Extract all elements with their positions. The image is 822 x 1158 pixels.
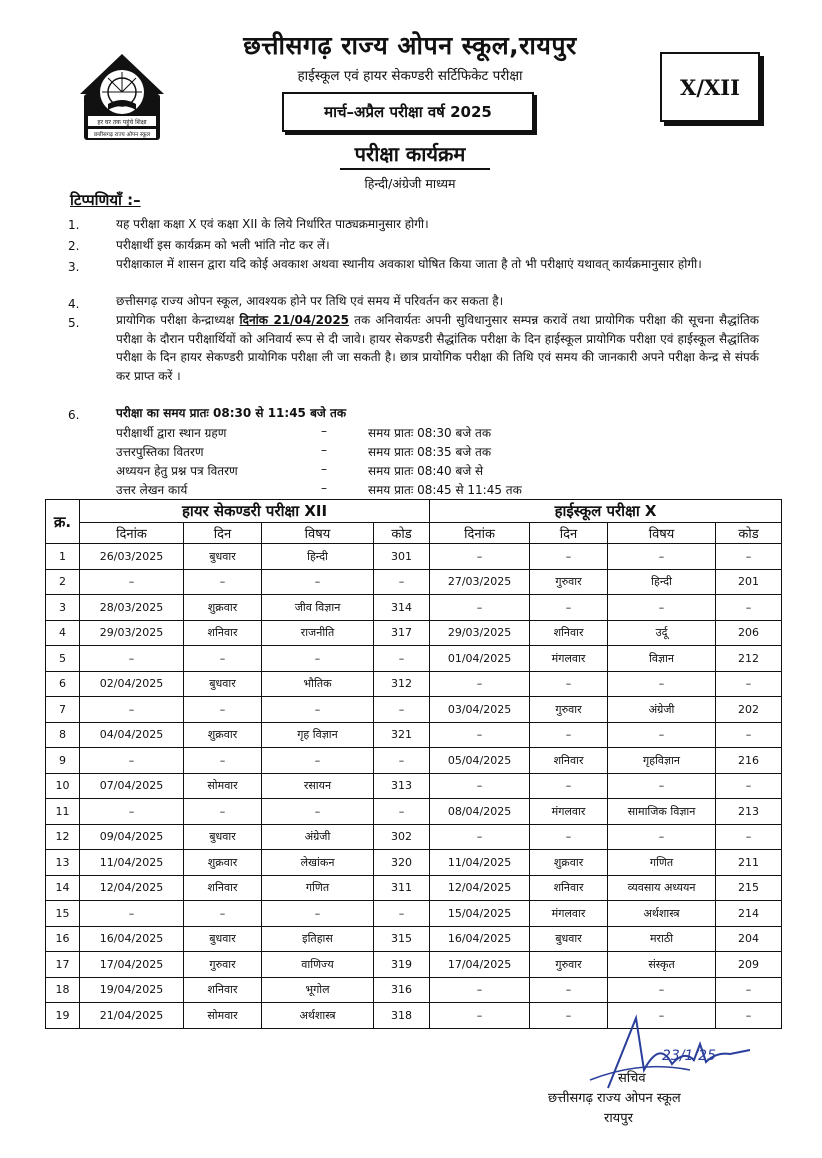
code-cell-x: 211 (716, 850, 782, 876)
day-cell-xii: – (184, 697, 262, 723)
day-cell-x: शनिवार (530, 620, 608, 646)
timing-label: अध्ययन हेतु प्रश्न पत्र वितरण (116, 464, 238, 478)
code-cell-x: 212 (716, 646, 782, 672)
date-cell-xii: 12/04/2025 (80, 875, 184, 901)
subject-cell-x: – (608, 722, 716, 748)
day-cell-xii: – (184, 646, 262, 672)
date-cell-x: – (430, 773, 530, 799)
timing-dash: – (321, 462, 327, 476)
timing-label: परीक्षार्थी द्वारा स्थान ग्रहण (116, 426, 227, 440)
serial-cell: 6 (46, 671, 80, 697)
date-cell-xii: 21/04/2025 (80, 1003, 184, 1029)
note-exam-time: परीक्षा का समय प्रातः 08:30 से 11:45 बजे तक (116, 406, 347, 420)
code-cell-xii: 320 (374, 850, 430, 876)
timing-row (116, 481, 716, 499)
date-cell-x: 17/04/2025 (430, 952, 530, 978)
notes-title: टिप्पणियाँ :– (70, 191, 141, 209)
code-cell-xii: 317 (374, 620, 430, 646)
code-cell-xii: 315 (374, 926, 430, 952)
subject-cell-xii: अर्थशास्त्र (262, 1003, 374, 1029)
table-row (46, 595, 782, 621)
subject-cell-x: – (608, 671, 716, 697)
subject-cell-x: सामाजिक विज्ञान (608, 799, 716, 825)
note-text-after: तक अनिवार्यतः अपनी सुविधानुसार सम्पन्न करावें तथा प्रायोगिक परीक्षा की सूचना सैद्धांतिक परीक्षा के दौरान परीक्षार्थियों को अनिवार्य रूप से दी जावे। हायर सेकण्डरी सैद्धांतिक परीक्षा के दिन हाईस्कूल प्रायोगिक परीक्षा एवं हाईस्कूल सैद्धांतिक परीक्षा के दिन हायर सेकण्डरी प्रायोगिक परीक्षा ली जा सकती है। छात्र प्रायोगिक परीक्षा की तिथि एवं समय की जानकारी अपने परीक्षा केन्द्र से संपर्क कर प्राप्त करें । (116, 313, 760, 383)
code-cell-xii: 301 (374, 544, 430, 570)
note-number: 6. (68, 408, 80, 422)
date-cell-x: 03/04/2025 (430, 697, 530, 723)
subject-cell-xii: गणित (262, 875, 374, 901)
day-cell-xii: गुरुवार (184, 952, 262, 978)
date-cell-xii: – (80, 646, 184, 672)
table-row (46, 569, 782, 595)
day-cell-x: – (530, 544, 608, 570)
code-cell-x: – (716, 1003, 782, 1029)
subject-cell-xii: अंग्रेजी (262, 824, 374, 850)
heading-underline (340, 168, 490, 170)
timing-row (116, 424, 716, 442)
day-cell-x: मंगलवार (530, 646, 608, 672)
date-cell-xii: – (80, 569, 184, 595)
subject-cell-xii: भौतिक (262, 671, 374, 697)
serial-cell: 3 (46, 595, 80, 621)
code-cell-xii: 312 (374, 671, 430, 697)
date-cell-xii: – (80, 697, 184, 723)
date-cell-x: 16/04/2025 (430, 926, 530, 952)
date-cell-xii: 02/04/2025 (80, 671, 184, 697)
signature-date: 23/1/25 (662, 1048, 716, 1064)
table-row (46, 671, 782, 697)
date-cell-xii: 04/04/2025 (80, 722, 184, 748)
date-cell-x: 12/04/2025 (430, 875, 530, 901)
code-cell-xii: 319 (374, 952, 430, 978)
page-subtitle: हाईस्कूल एवं हायर सेकण्डरी सर्टिफिकेट परीक्षा (297, 68, 523, 84)
note-number: 3. (68, 260, 80, 274)
code-cell-xii: – (374, 697, 430, 723)
subject-cell-xii: – (262, 697, 374, 723)
serial-cell: 18 (46, 977, 80, 1003)
class-label-box: X/XII (660, 52, 760, 122)
date-cell-xii: 17/04/2025 (80, 952, 184, 978)
date-cell-x: – (430, 595, 530, 621)
day-cell-x: – (530, 773, 608, 799)
table-row (46, 799, 782, 825)
subject-cell-xii: हिन्दी (262, 544, 374, 570)
timing-dash: – (321, 424, 327, 438)
subject-cell-xii: रसायन (262, 773, 374, 799)
date-cell-x: 29/03/2025 (430, 620, 530, 646)
serial-cell: 12 (46, 824, 80, 850)
code-cell-x: – (716, 773, 782, 799)
day-cell-x: गुरुवार (530, 697, 608, 723)
schedule-heading: परीक्षा कार्यक्रम (354, 142, 466, 166)
code-cell-x: – (716, 722, 782, 748)
subject-cell-xii: – (262, 646, 374, 672)
signatory-org: छत्तीसगढ़ राज्य ओपन स्कूल (548, 1091, 681, 1106)
subject-cell-xii: राजनीति (262, 620, 374, 646)
date-cell-x: 05/04/2025 (430, 748, 530, 774)
subject-cell-x: – (608, 544, 716, 570)
day-cell-xii: शुक्रवार (184, 595, 262, 621)
date-cell-xii: 26/03/2025 (80, 544, 184, 570)
day-cell-xii: – (184, 569, 262, 595)
column-header: दिन (530, 523, 608, 544)
date-cell-xii: 07/04/2025 (80, 773, 184, 799)
subject-cell-x: अंग्रेजी (608, 697, 716, 723)
day-cell-x: बुधवार (530, 926, 608, 952)
code-cell-x: 201 (716, 569, 782, 595)
day-cell-x: शुक्रवार (530, 850, 608, 876)
day-cell-x: मंगलवार (530, 799, 608, 825)
serial-cell: 9 (46, 748, 80, 774)
code-cell-x: 215 (716, 875, 782, 901)
serial-header: क्र. (46, 500, 80, 544)
serial-cell: 14 (46, 875, 80, 901)
column-header: दिनांक (430, 523, 530, 544)
column-header: दिनांक (80, 523, 184, 544)
timing-value: समय प्रातः 08:30 बजे तक (368, 426, 492, 440)
exam-schedule-table (45, 499, 781, 1029)
subject-cell-xii: लेखांकन (262, 850, 374, 876)
signature (560, 1000, 760, 1090)
serial-cell: 1 (46, 544, 80, 570)
serial-cell: 2 (46, 569, 80, 595)
note-text: यह परीक्षा कक्षा X एवं कक्षा XII के लिये निर्धारित पाठ्यक्रमानुसार होगी। (116, 217, 429, 231)
day-cell-x: – (530, 671, 608, 697)
date-cell-x: 11/04/2025 (430, 850, 530, 876)
date-cell-x: 08/04/2025 (430, 799, 530, 825)
day-cell-x: – (530, 722, 608, 748)
table-row (46, 926, 782, 952)
code-cell-x: – (716, 544, 782, 570)
day-cell-xii: – (184, 901, 262, 927)
group-header-xii: हायर सेकण्डरी परीक्षा XII (80, 500, 430, 523)
code-cell-xii: – (374, 748, 430, 774)
code-cell-xii: 321 (374, 722, 430, 748)
logo-org: छत्तीसगढ़ राज्य ओपन स्कूल (93, 132, 151, 138)
code-cell-xii: 316 (374, 977, 430, 1003)
subject-cell-xii: – (262, 799, 374, 825)
timing-value: समय प्रातः 08:45 से 11:45 तक (368, 483, 522, 497)
note-text: परीक्षाकाल में शासन द्वारा यदि कोई अवकाश अथवा स्थानीय अवकाश घोषित किया जाता है तो भी परीक्षाएं यथावत् कार्यक्रमानुसार होगी। (116, 257, 702, 271)
day-cell-x: – (530, 977, 608, 1003)
day-cell-xii: शुक्रवार (184, 722, 262, 748)
date-cell-xii: 19/04/2025 (80, 977, 184, 1003)
serial-cell: 17 (46, 952, 80, 978)
day-cell-xii: शनिवार (184, 875, 262, 901)
date-cell-x: 15/04/2025 (430, 901, 530, 927)
table-row (46, 901, 782, 927)
date-cell-xii: – (80, 799, 184, 825)
note-deadline: दिनांक 21/04/2025 (239, 313, 350, 327)
logo-motto: हर घर तक पहुंचे शिक्षा (97, 119, 147, 126)
code-cell-x: 204 (716, 926, 782, 952)
day-cell-xii: सोमवार (184, 1003, 262, 1029)
serial-cell: 15 (46, 901, 80, 927)
subject-cell-x: – (608, 773, 716, 799)
date-cell-x: 01/04/2025 (430, 646, 530, 672)
code-cell-x: 216 (716, 748, 782, 774)
table-row (46, 977, 782, 1003)
serial-cell: 4 (46, 620, 80, 646)
code-cell-x: – (716, 595, 782, 621)
day-cell-x: गुरुवार (530, 952, 608, 978)
serial-cell: 10 (46, 773, 80, 799)
column-header: विषय (262, 523, 374, 544)
column-header: कोड (374, 523, 430, 544)
date-cell-x: 27/03/2025 (430, 569, 530, 595)
day-cell-xii: शुक्रवार (184, 850, 262, 876)
serial-cell: 7 (46, 697, 80, 723)
timing-label: उत्तरपुस्तिका वितरण (116, 445, 204, 459)
code-cell-x: 213 (716, 799, 782, 825)
date-cell-xii: 16/04/2025 (80, 926, 184, 952)
date-cell-xii: – (80, 748, 184, 774)
note-text-before: प्रायोगिक परीक्षा केन्द्राध्यक्ष (116, 313, 240, 327)
code-cell-xii: 302 (374, 824, 430, 850)
note-number: 4. (68, 297, 80, 311)
signatory-role: सचिव (618, 1071, 646, 1086)
day-cell-x: – (530, 595, 608, 621)
serial-cell: 11 (46, 799, 80, 825)
code-cell-x: – (716, 671, 782, 697)
note-number: 2. (68, 239, 80, 253)
day-cell-xii: शनिवार (184, 977, 262, 1003)
date-cell-x: – (430, 1003, 530, 1029)
subject-cell-x: – (608, 595, 716, 621)
table-row (46, 748, 782, 774)
day-cell-xii: बुधवार (184, 671, 262, 697)
date-cell-xii: 29/03/2025 (80, 620, 184, 646)
subject-cell-x: उर्दू (608, 620, 716, 646)
subject-cell-xii: इतिहास (262, 926, 374, 952)
code-cell-xii: – (374, 646, 430, 672)
date-cell-xii: 28/03/2025 (80, 595, 184, 621)
code-cell-x: 206 (716, 620, 782, 646)
note-text: परीक्षार्थी इस कार्यक्रम को भली भांति नोट कर लें। (116, 238, 330, 252)
code-cell-xii: 318 (374, 1003, 430, 1029)
group-header-x: हाईस्कूल परीक्षा X (430, 500, 782, 523)
column-header: दिन (184, 523, 262, 544)
serial-cell: 8 (46, 722, 80, 748)
timing-value: समय प्रातः 08:40 बजे से (368, 464, 484, 478)
code-cell-x: 214 (716, 901, 782, 927)
day-cell-xii: बुधवार (184, 544, 262, 570)
table-row (46, 850, 782, 876)
subject-cell-x: अर्थशास्त्र (608, 901, 716, 927)
medium-label: हिन्दी/अंग्रेजी माध्यम (364, 176, 456, 191)
subject-cell-x: गृहविज्ञान (608, 748, 716, 774)
serial-cell: 13 (46, 850, 80, 876)
subject-cell-x: हिन्दी (608, 569, 716, 595)
table-row (46, 620, 782, 646)
subject-cell-xii: गृह विज्ञान (262, 722, 374, 748)
code-cell-x: – (716, 824, 782, 850)
timing-label: उत्तर लेखन कार्य (116, 483, 188, 497)
timing-dash: – (321, 443, 327, 457)
column-header: कोड (716, 523, 782, 544)
table-row (46, 697, 782, 723)
day-cell-x: मंगलवार (530, 901, 608, 927)
subject-cell-x: मराठी (608, 926, 716, 952)
table-row (46, 773, 782, 799)
day-cell-x: शनिवार (530, 748, 608, 774)
table-row (46, 824, 782, 850)
table-row (46, 646, 782, 672)
serial-cell: 16 (46, 926, 80, 952)
exam-year-box: मार्च–अप्रैल परीक्षा वर्ष 2025 (282, 92, 534, 132)
timing-value: समय प्रातः 08:35 बजे तक (368, 445, 492, 459)
subject-cell-xii: भूगोल (262, 977, 374, 1003)
day-cell-x: शनिवार (530, 875, 608, 901)
code-cell-xii: – (374, 569, 430, 595)
subject-cell-xii: वाणिज्य (262, 952, 374, 978)
serial-cell: 19 (46, 1003, 80, 1029)
note-number: 5. (68, 316, 80, 330)
table-row (46, 952, 782, 978)
subject-cell-x: गणित (608, 850, 716, 876)
subject-cell-x: – (608, 824, 716, 850)
timing-row (116, 443, 716, 461)
day-cell-xii: – (184, 748, 262, 774)
serial-cell: 5 (46, 646, 80, 672)
code-cell-x: 202 (716, 697, 782, 723)
subject-cell-x: व्यवसाय अध्ययन (608, 875, 716, 901)
subject-cell-xii: – (262, 748, 374, 774)
date-cell-x: – (430, 544, 530, 570)
day-cell-xii: – (184, 799, 262, 825)
day-cell-xii: सोमवार (184, 773, 262, 799)
subject-cell-xii: जीव विज्ञान (262, 595, 374, 621)
day-cell-xii: बुधवार (184, 824, 262, 850)
table-body (46, 544, 782, 1029)
date-cell-x: – (430, 671, 530, 697)
date-cell-x: – (430, 722, 530, 748)
table-row (46, 544, 782, 570)
logo (78, 52, 166, 144)
day-cell-x: – (530, 824, 608, 850)
subject-cell-xii: – (262, 901, 374, 927)
timing-row (116, 462, 716, 480)
column-header: विषय (608, 523, 716, 544)
signatory-city: रायपुर (604, 1111, 633, 1126)
code-cell-xii: 313 (374, 773, 430, 799)
note-text (116, 311, 759, 385)
code-cell-xii: – (374, 901, 430, 927)
note-text: छत्तीसगढ़ राज्य ओपन स्कूल, आवश्यक होने पर तिथि एवं समय में परिवर्तन कर सकता है। (116, 294, 504, 308)
table-row (46, 875, 782, 901)
note-number: 1. (68, 218, 80, 232)
subject-cell-x: विज्ञान (608, 646, 716, 672)
date-cell-xii: 09/04/2025 (80, 824, 184, 850)
subject-cell-xii: – (262, 569, 374, 595)
date-cell-x: – (430, 824, 530, 850)
day-cell-xii: शनिवार (184, 620, 262, 646)
date-cell-x: – (430, 977, 530, 1003)
date-cell-xii: – (80, 901, 184, 927)
code-cell-xii: – (374, 799, 430, 825)
day-cell-xii: बुधवार (184, 926, 262, 952)
code-cell-xii: 311 (374, 875, 430, 901)
subject-cell-x: – (608, 1003, 716, 1029)
timing-dash: – (321, 481, 327, 495)
subject-cell-x: संस्कृत (608, 952, 716, 978)
date-cell-xii: 11/04/2025 (80, 850, 184, 876)
code-cell-x: – (716, 977, 782, 1003)
page-title: छत्तीसगढ़ राज्य ओपन स्कूल,रायपुर (243, 31, 577, 60)
day-cell-x: – (530, 1003, 608, 1029)
code-cell-xii: 314 (374, 595, 430, 621)
code-cell-x: 209 (716, 952, 782, 978)
day-cell-x: गुरुवार (530, 569, 608, 595)
subject-cell-x: – (608, 977, 716, 1003)
table-row (46, 722, 782, 748)
